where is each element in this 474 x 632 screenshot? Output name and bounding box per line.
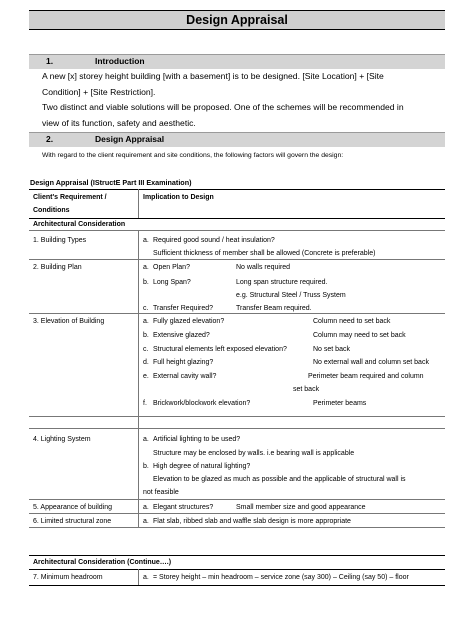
group-architectural: Architectural Consideration: [33, 221, 126, 228]
row-7-a-marker: a.: [143, 574, 149, 581]
rule: [29, 555, 445, 556]
row-3-d-ans: No external wall and column set back: [313, 359, 429, 366]
row-7-a-text: = Storey height – min headroom – service zone (say 300) – Ceiling (say 50) – floor: [153, 574, 409, 581]
intro-line-1: A new [x] storey height building [with a basement] is to be designed. [Site Location] + [Site: [42, 71, 384, 81]
row-4-label: 4. Lighting System: [33, 436, 91, 443]
section-2-number: 2.: [46, 134, 54, 144]
header-col1-line1: Client's Requirement /: [33, 194, 107, 201]
row-6-a-marker: a.: [143, 518, 149, 525]
row-5-a-marker: a.: [143, 504, 149, 511]
row-3-b-ans: Column may need to set back: [313, 332, 406, 339]
row-3-b-marker: b.: [143, 332, 149, 339]
table-top-rule: [29, 189, 445, 190]
row-5-a-ans: Small member size and good appearance: [236, 504, 366, 511]
row-4-a-marker: a.: [143, 436, 149, 443]
row-2-b-marker: b.: [143, 279, 149, 286]
row-1-a-marker: a.: [143, 237, 149, 244]
section-2-header: [29, 132, 445, 147]
row-3-d-marker: d.: [143, 359, 149, 366]
intro-line-3: Two distinct and viable solutions will be proposed. One of the schemes will be recommended in: [42, 102, 404, 112]
group-architectural-continue: Architectural Consideration (Continue….): [33, 559, 172, 566]
row-4-a-text: Artificial lighting to be used?: [153, 436, 241, 443]
row-3-c-text: Structural elements left exposed elevation?: [153, 346, 287, 353]
row-3-e-ans2: set back: [293, 386, 320, 393]
table-header-rule: [29, 218, 445, 219]
row-3-f-marker: f.: [143, 400, 147, 407]
row-3-a-marker: a.: [143, 318, 149, 325]
row-3-f-text: Brickwork/blockwork elevation?: [153, 400, 251, 407]
row-3-e-ans: Perimeter beam required and column: [308, 373, 424, 380]
section-1-header: [29, 54, 445, 69]
page-title-bar: [29, 10, 445, 30]
row-5-label: 5. Appearance of building: [33, 504, 113, 511]
section-1-number: 1.: [46, 56, 54, 66]
rule: [29, 313, 445, 314]
page-title: Design Appraisal: [186, 13, 288, 27]
section-2-intro: With regard to the client requirement and site conditions, the following factors will govern the design:: [42, 152, 344, 159]
rule: [29, 428, 445, 429]
section-2-title: Design Appraisal: [95, 134, 165, 144]
row-1-a-text: Required good sound / heat insulation?: [153, 237, 275, 244]
row-5-a-text: Elegant structures?: [153, 504, 214, 511]
row-4-a-sub: Structure may be enclosed by walls. i.e bearing wall is applicable: [153, 450, 355, 457]
row-3-a-ans: Column need to set back: [313, 318, 391, 325]
row-6-a-text: Flat slab, ribbed slab and waffle slab design is more appropriate: [153, 518, 351, 525]
rule: [29, 585, 445, 586]
row-3-e-text: External cavity wall?: [153, 373, 217, 380]
row-2-b-ans2: e.g. Structural Steel / Truss System: [236, 292, 346, 299]
rule: [29, 527, 445, 528]
row-3-f-ans: Perimeter beams: [313, 400, 367, 407]
row-3-d-text: Full height glazing?: [153, 359, 214, 366]
rule: [29, 569, 445, 570]
row-3-label: 3. Elevation of Building: [33, 318, 105, 325]
row-2-c-text: Transfer Required?: [153, 305, 214, 312]
row-3-b-text: Extensive glazed?: [153, 332, 210, 339]
row-2-a-ans: No walls required: [236, 264, 291, 271]
intro-line-4: view of its function, safety and aesthetic.: [42, 117, 196, 128]
column-divider: [138, 569, 139, 585]
rule: [29, 513, 445, 514]
row-3-c-ans: No set back: [313, 346, 350, 353]
row-2-a-text: Open Plan?: [153, 264, 190, 271]
row-1-label: 1. Building Types: [33, 237, 87, 244]
rule: [29, 259, 445, 260]
row-4-b-sub1: Elevation to be glazed as much as possible and the applicable of structural wall is: [153, 476, 406, 483]
row-3-a-text: Fully glazed elevation?: [153, 318, 225, 325]
row-2-b-ans: Long span structure required.: [236, 279, 328, 286]
row-2-a-marker: a.: [143, 264, 149, 271]
rule: [29, 416, 445, 417]
rule: [29, 230, 445, 231]
row-2-c-ans: Transfer Beam required.: [236, 305, 312, 312]
row-3-c-marker: c.: [143, 346, 149, 353]
row-4-b-sub2: not feasible: [143, 489, 179, 496]
section-1-title: Introduction: [95, 56, 145, 66]
intro-paragraph: [42, 69, 446, 131]
column-divider: [138, 230, 139, 527]
rule: [29, 499, 445, 500]
row-2-b-text: Long Span?: [153, 279, 191, 286]
column-divider: [138, 189, 139, 218]
table-title: Design Appraisal (IStructE Part III Examination): [30, 178, 192, 187]
row-4-b-marker: b.: [143, 463, 149, 470]
header-col2: Implication to Design: [143, 194, 214, 201]
row-2-label: 2. Building Plan: [33, 264, 82, 271]
row-3-e-marker: e.: [143, 373, 149, 380]
row-6-label: 6. Limited structural zone: [33, 518, 112, 525]
row-2-c-marker: c.: [143, 305, 149, 312]
row-4-b-text: High degree of natural lighting?: [153, 463, 251, 470]
header-col1-line2: Conditions: [33, 207, 70, 214]
row-1-a-sub: Sufficient thickness of member shall be allowed (Concrete is preferable): [153, 250, 376, 257]
intro-line-2: Condition] + [Site Restriction].: [42, 86, 156, 97]
row-7-label: 7. Minimum headroom: [33, 574, 103, 581]
